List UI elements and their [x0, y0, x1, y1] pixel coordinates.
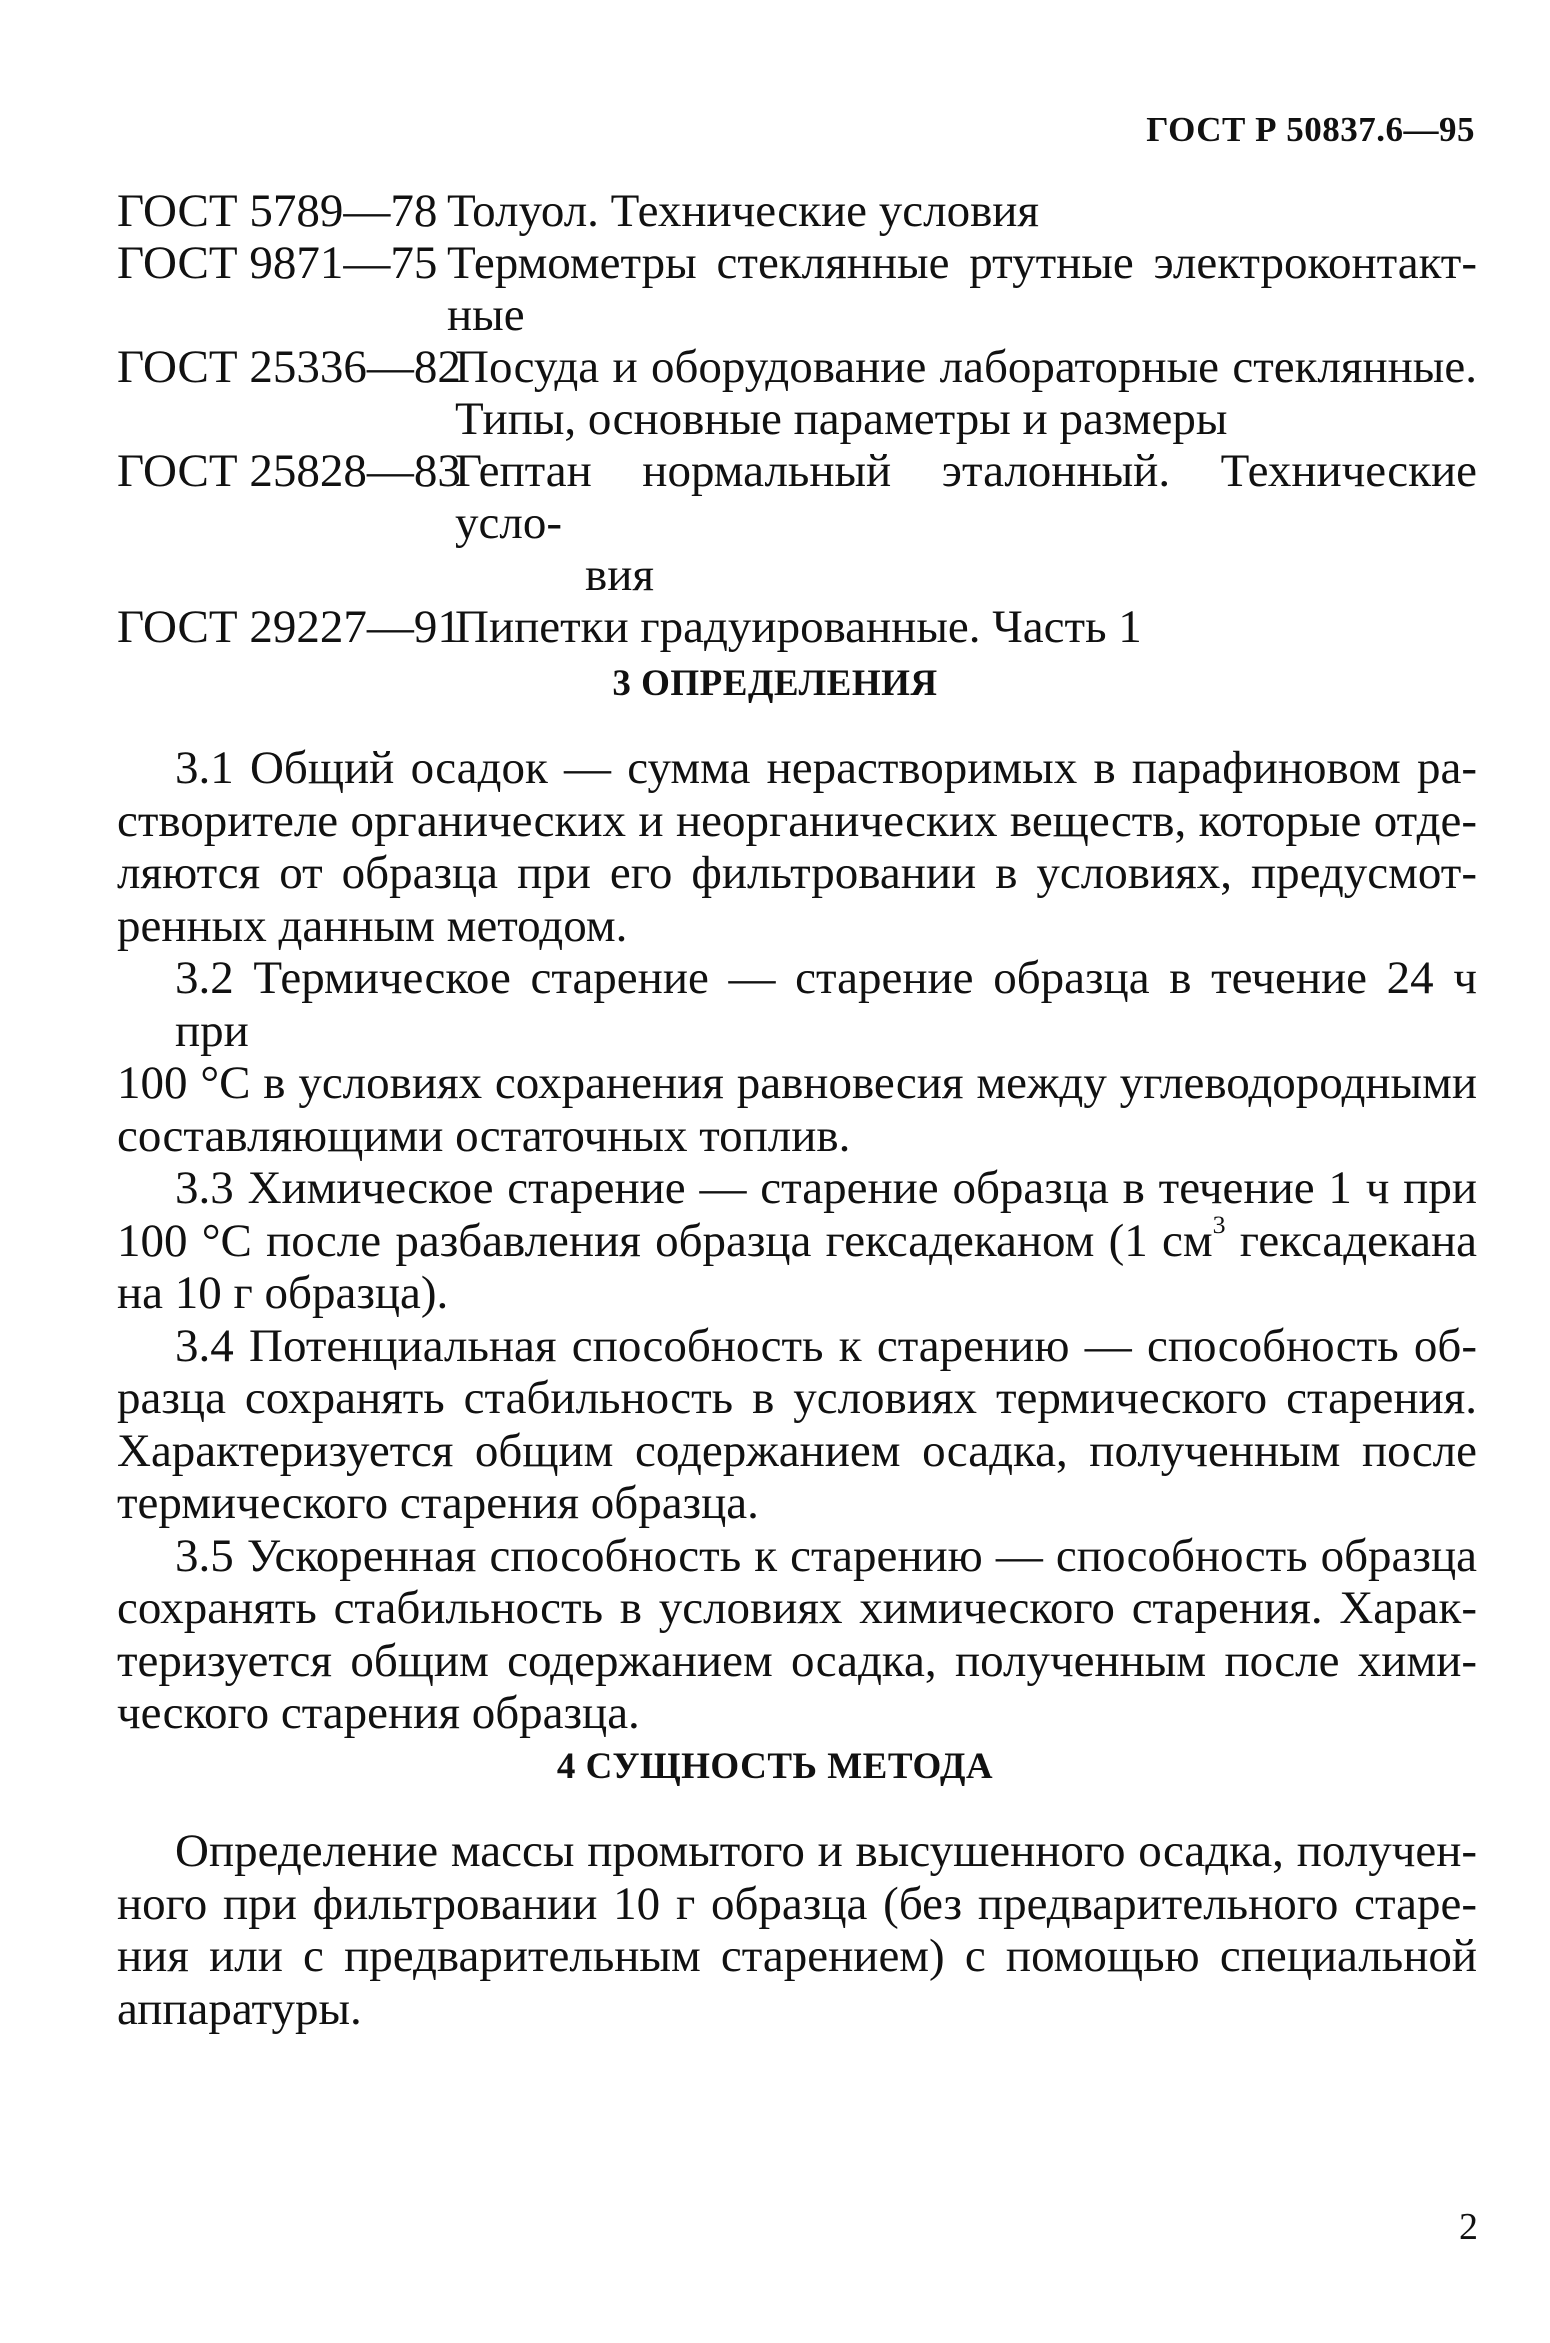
method-essence-paragraph: Определение массы промытого и высушенного осадка, получен- ного при фильтровании 10 г образца (без предварительного старе- ния или с предварительным старением) с помощью специальной аппаратуры.: [117, 1825, 1477, 2035]
reference-code: ГОСТ 9871—75: [117, 237, 438, 289]
reference-title: Термометры стеклянные ртутные электроконтакт- ные: [447, 237, 1477, 341]
normative-references-list: [117, 185, 1477, 653]
definition-3-1: 3.1 Общий осадок — сумма нерастворимых в парафиновом ра- створителе органических и неорганических веществ, которые отде- ляются от образца при его фильтровании в условиях, предусмот- ренных данным методом.: [117, 742, 1477, 952]
reference-title: Посуда и оборудование лабораторные стеклянные. Типы, основные параметры и размеры: [455, 341, 1477, 445]
definition-3-4: 3.4 Потенциальная способность к старению — способность об- разца сохранять стабильность в условиях термического старения. Характеризуется общим содержанием осадка, полученным после термического старения образца.: [117, 1319, 1477, 1529]
section-heading-definitions: 3 ОПРЕДЕЛЕНИЯ: [612, 663, 938, 704]
reference-code: ГОСТ 25828—83: [117, 445, 461, 497]
reference-item: [117, 445, 1477, 601]
section-heading-method-essence: 4 СУЩНОСТЬ МЕТОДА: [556, 1746, 994, 1787]
reference-code: ГОСТ 5789—78: [117, 185, 438, 237]
reference-item: [117, 341, 1477, 445]
definition-3-3: 3.3 Химическое старение — старение образца в течение 1 ч при 100 °С после разбавления образца гексадеканом (1 $см^3$ гексадекана на 10 г образца).: [117, 1162, 1478, 1319]
definition-3-2: 3.2 Термическое старение — старение образца в течение 24 ч при 100 °С в условиях сохранения равновесия между углеводородными составляющими остаточных топлив.: [117, 952, 1477, 1162]
page-number: 2: [1459, 2206, 1478, 2248]
reference-item: [117, 185, 1477, 237]
method-essence-body: [117, 1825, 1477, 2035]
reference-item: [117, 601, 1477, 653]
document-code-header: ГОСТ Р 50837.6—95: [1146, 110, 1475, 149]
line-with-superscript: 100 °С после разбавления образца гексадеканом (1 $см^3$ гексадекана: [117, 1209, 1478, 1267]
reference-code: ГОСТ 25336—82: [117, 341, 461, 393]
definitions-body: [117, 742, 1477, 1740]
definition-3-5: 3.5 Ускоренная способность к старению — способность образца сохранять стабильность в условиях химического старения. Харак- теризуется общим содержанием осадка, полученным после хими- ческого старения образца.: [117, 1529, 1477, 1739]
reference-title: Гептан нормальный эталонный. Технические усло- вия: [455, 445, 1477, 601]
reference-item: [117, 237, 1477, 341]
reference-code: ГОСТ 29227—91: [117, 601, 461, 653]
reference-title: Толуол. Технические условия: [447, 185, 1040, 237]
reference-title: Пипетки градуированные. Часть 1: [455, 601, 1142, 653]
